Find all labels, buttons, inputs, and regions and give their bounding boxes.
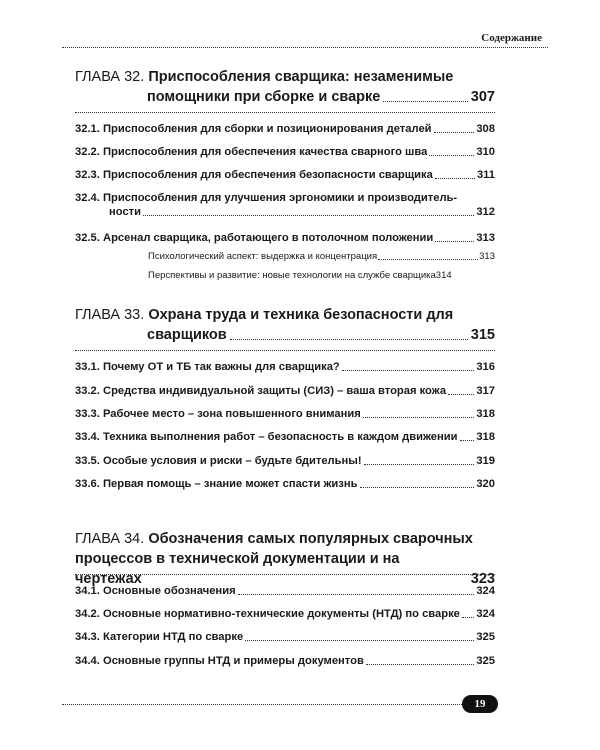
chapter-title-line1: Охрана труда и техника безопасности для — [148, 307, 454, 323]
toc-entry-title: 32.2. Приспособления для обеспечения качества сварного шва — [75, 146, 428, 158]
toc-entry[interactable] — [75, 430, 495, 444]
toc-entry[interactable] — [75, 454, 495, 468]
toc-entry-page: 310 — [476, 146, 495, 158]
footer-divider — [62, 704, 462, 705]
dot-leader — [448, 394, 474, 395]
toc-subentry-page: 313 — [479, 251, 495, 262]
dot-leader — [342, 370, 475, 371]
toc-entry-title: 34.3. Категории НТД по сварке — [75, 631, 244, 643]
chapter-heading — [75, 305, 495, 345]
chapter-title-line2: сварщиков — [147, 327, 227, 343]
toc-entry-page: 317 — [476, 385, 495, 397]
toc-entry-title: 33.5. Особые условия и риски – будьте бдительны! — [75, 455, 362, 467]
chapter-prefix: ГЛАВА 32. — [75, 69, 145, 85]
toc-entry-title: 32.5. Арсенал сварщика, работающего в потолочном положении — [75, 232, 434, 244]
dot-leader — [238, 594, 475, 595]
dot-leader — [434, 132, 475, 133]
toc-entry[interactable] — [75, 654, 495, 668]
toc-entry-page: 319 — [476, 455, 495, 467]
toc-entry-title: 32.3. Приспособления для обеспечения безопасности сварщика — [75, 169, 433, 181]
chapter-title-line1: Обозначения самых популярных сварочных — [148, 531, 473, 547]
toc-entry[interactable] — [75, 360, 495, 374]
toc-entry[interactable] — [75, 407, 495, 421]
chapter-title-line2: процессов в технической документации и на чертежах — [75, 551, 400, 587]
toc-entry[interactable] — [75, 630, 495, 644]
toc-entry-page: 312 — [476, 206, 495, 218]
toc-entry[interactable] — [75, 607, 495, 621]
dot-leader — [383, 101, 467, 102]
chapter-page-number: 307 — [470, 89, 495, 105]
toc-entry-page: 318 — [476, 431, 495, 443]
toc-entry[interactable] — [75, 168, 495, 182]
chapter-divider — [75, 350, 495, 351]
toc-entry-title: 33.2. Средства индивидуальной защиты (СИЗ) – ваша вторая кожа — [75, 385, 447, 397]
toc-entry[interactable] — [75, 384, 495, 398]
toc-entry[interactable] — [75, 584, 495, 598]
page-number-badge: 19 — [462, 695, 498, 713]
toc-entry[interactable] — [75, 191, 495, 219]
dot-leader — [435, 178, 475, 179]
dot-leader — [460, 440, 475, 441]
chapter-divider — [75, 112, 495, 113]
toc-entry-page: 313 — [476, 232, 495, 244]
toc-entry-page: 325 — [476, 655, 495, 667]
toc-entry-title: 34.4. Основные группы НТД и примеры документов — [75, 655, 364, 667]
toc-subentry-title: Перспективы и развитие: новые технологии на службе сварщика — [148, 270, 436, 281]
chapter-divider — [75, 574, 495, 575]
chapter-heading — [75, 529, 495, 589]
dot-leader — [435, 241, 474, 242]
chapter-prefix: ГЛАВА 33. — [75, 307, 145, 323]
toc-entry-page: 318 — [476, 408, 495, 420]
toc-entry-title-line1: 32.4. Приспособления для улучшения эргономики и производитель- — [75, 192, 458, 204]
toc-entry-page: 316 — [476, 361, 495, 373]
toc-entry-page: 311 — [476, 169, 495, 181]
dot-leader — [360, 487, 475, 488]
page-header-title: Содержание — [481, 32, 542, 44]
toc-entry-title: 34.2. Основные нормативно-технические документы (НТД) по сварке — [75, 608, 460, 620]
dot-leader — [143, 215, 474, 216]
chapter-title-line1: Приспособления сварщика: незаменимые — [148, 69, 454, 85]
toc-entry-title: 33.1. Почему ОТ и ТБ так важны для сварщика? — [75, 361, 340, 373]
toc-entry-title: 34.1. Основные обозначения — [75, 585, 236, 597]
dot-leader — [378, 259, 478, 260]
toc-entry-title-line2: ности — [109, 206, 142, 218]
toc-subentry-title: Психологический аспект: выдержка и концентрация — [148, 251, 378, 262]
toc-entry-title: 33.6. Первая помощь – знание может спасти жизнь — [75, 478, 358, 490]
chapter-title-line2: помощники при сборке и сварке — [147, 89, 381, 105]
toc-entry-page: 324 — [476, 608, 495, 620]
toc-entry[interactable] — [75, 231, 495, 245]
chapter-page-number: 323 — [470, 571, 495, 587]
toc-subentry[interactable] — [148, 270, 495, 282]
toc-entry[interactable] — [75, 477, 495, 491]
dot-leader — [245, 640, 474, 641]
toc-entry[interactable] — [75, 145, 495, 159]
chapter-page-number: 315 — [470, 327, 495, 343]
dot-leader — [366, 664, 474, 665]
dot-leader — [364, 464, 475, 465]
dot-leader — [429, 155, 474, 156]
toc-entry-page: 320 — [476, 478, 495, 490]
toc-entry-title: 33.4. Техника выполнения работ – безопасность в каждом движении — [75, 431, 458, 443]
toc-entry-page: 325 — [476, 631, 495, 643]
toc-subentry[interactable] — [148, 251, 495, 263]
dot-leader — [230, 339, 468, 340]
toc-entry-title: 32.1. Приспособления для сборки и позиционирования деталей — [75, 123, 432, 135]
toc-entry[interactable] — [75, 122, 495, 136]
toc-entry-page: 308 — [476, 123, 495, 135]
dot-leader — [462, 617, 474, 618]
toc-entry-page: 324 — [476, 585, 495, 597]
header-divider — [62, 47, 548, 48]
toc-subentry-page: 314 — [435, 270, 452, 281]
dot-leader — [363, 417, 475, 418]
chapter-heading — [75, 67, 495, 107]
toc-entry-title: 33.3. Рабочее место – зона повышенного внимания — [75, 408, 361, 420]
chapter-prefix: ГЛАВА 34. — [75, 531, 145, 547]
